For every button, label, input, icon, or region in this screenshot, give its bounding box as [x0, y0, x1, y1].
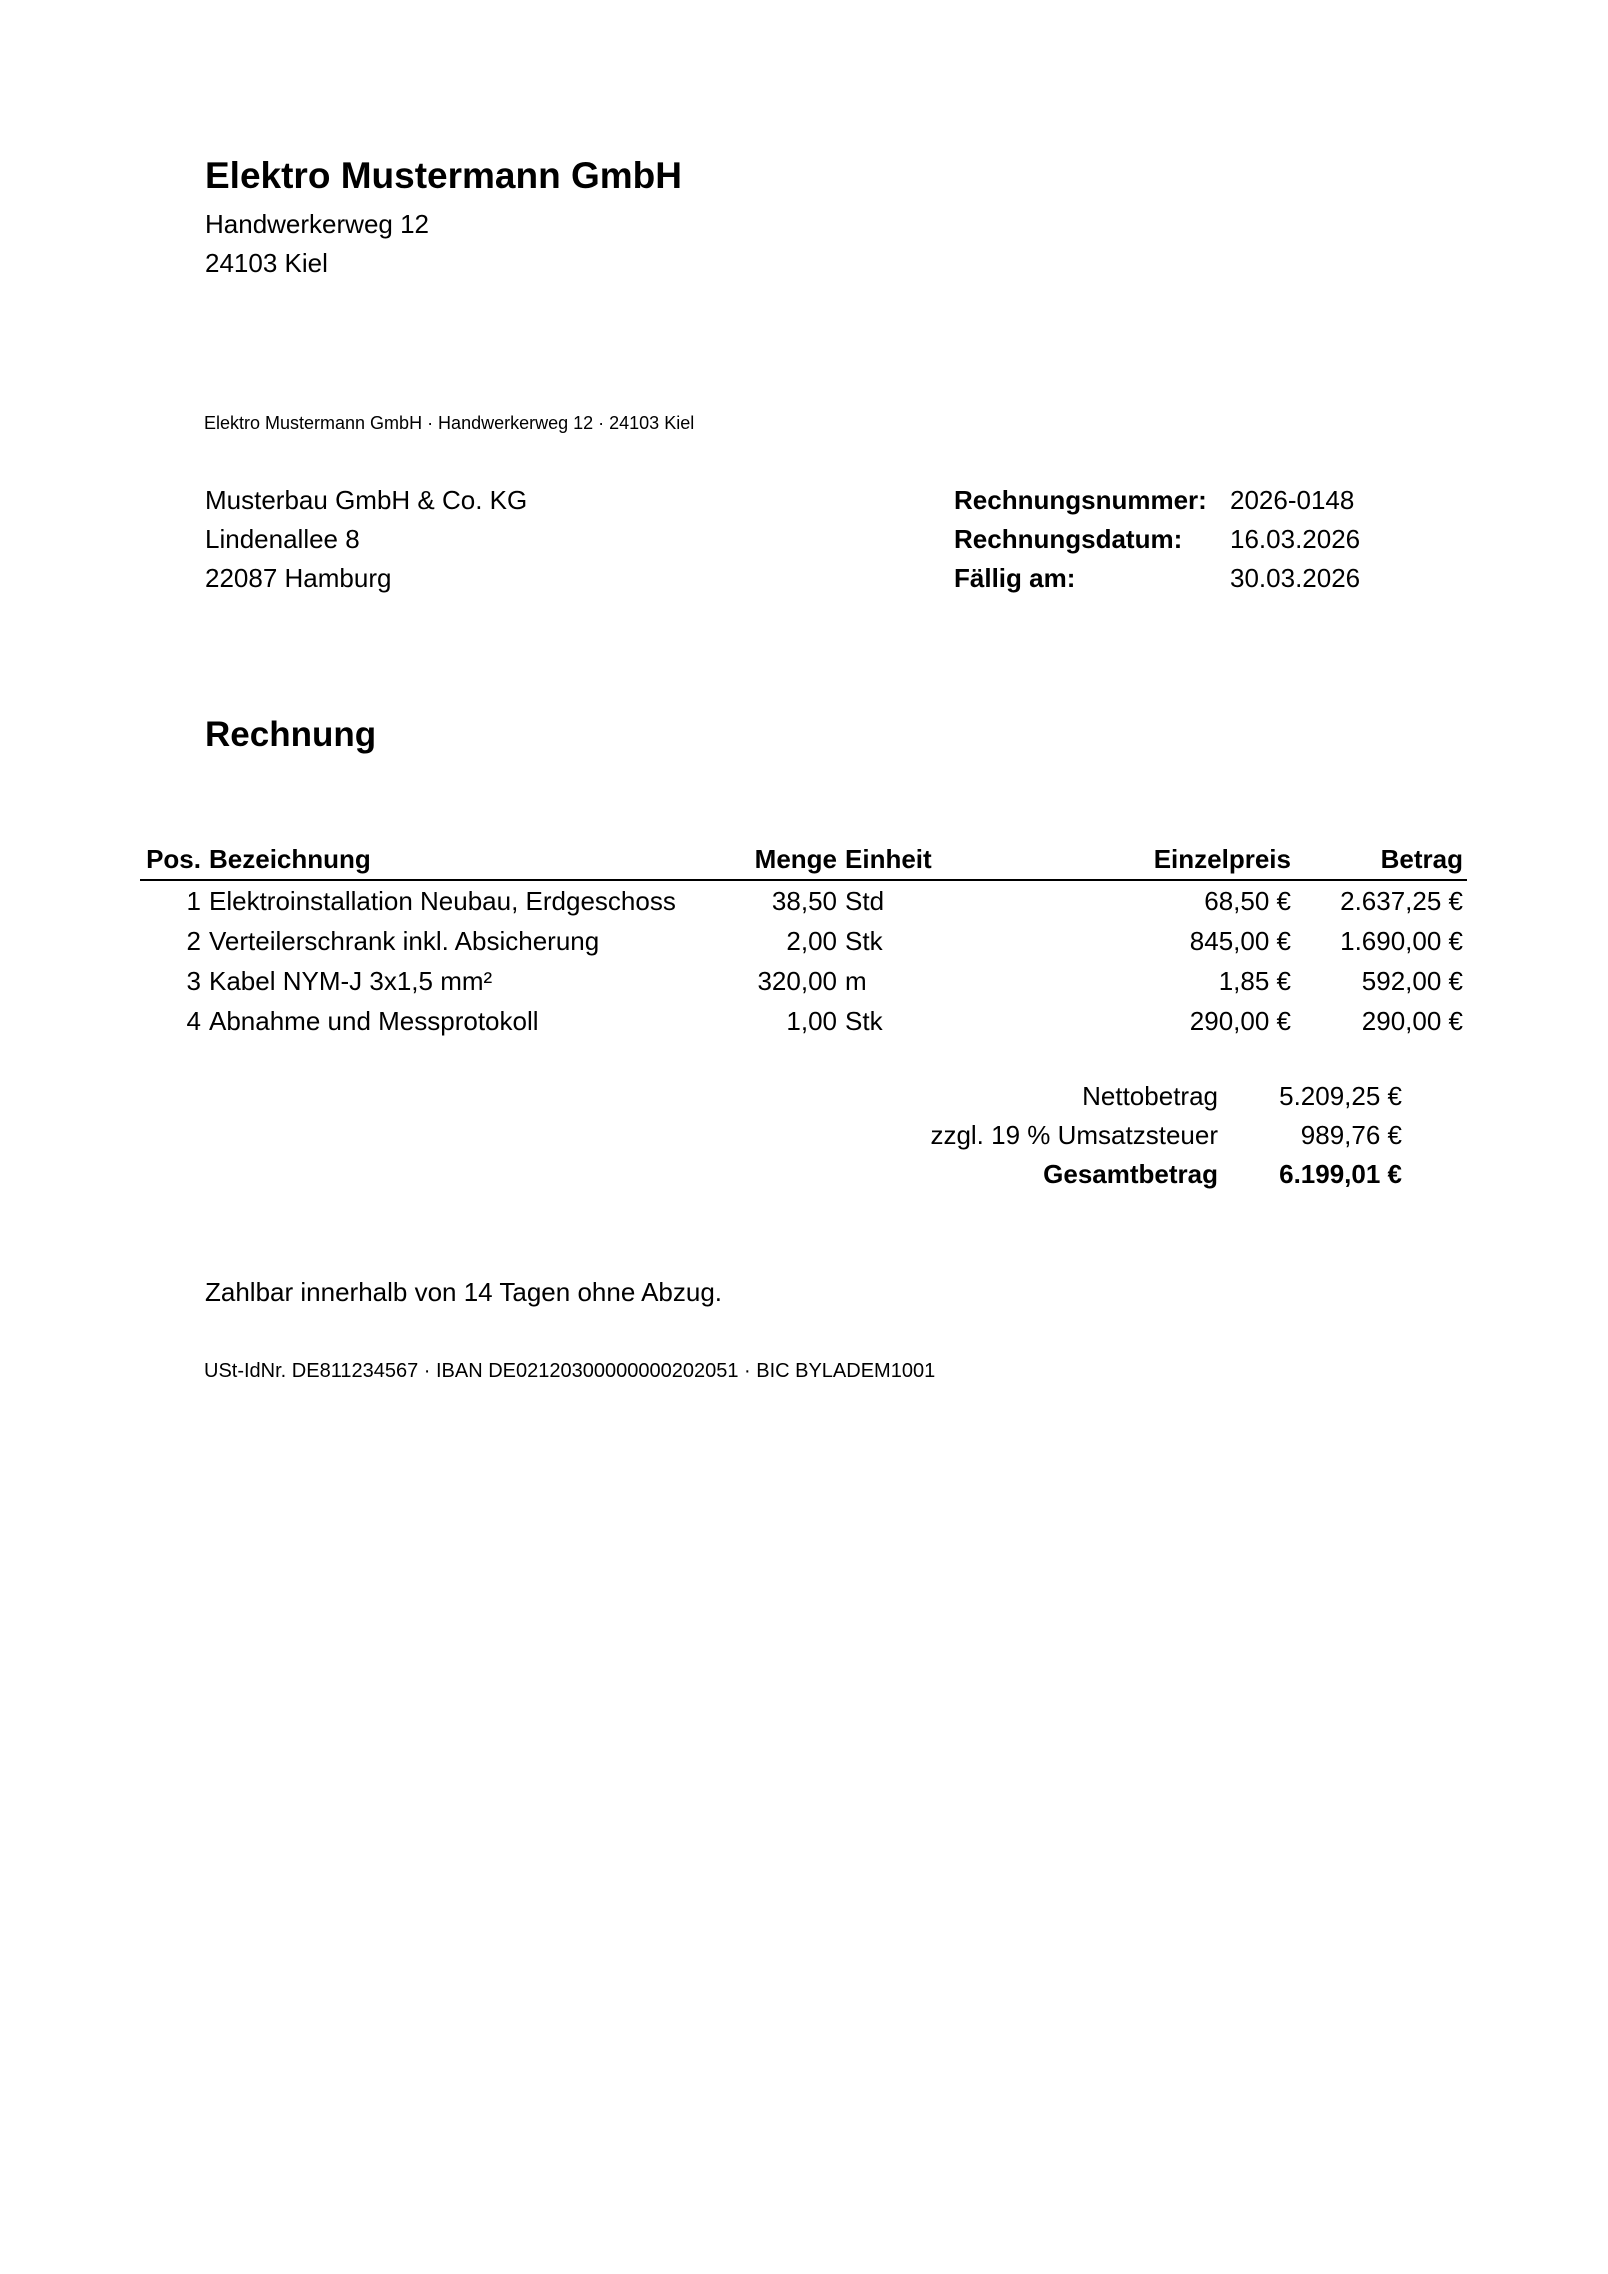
row-quantity: 2,00 — [786, 926, 837, 956]
gross-amount-value: 6.199,01 € — [1279, 1159, 1402, 1189]
row-unit-price: 290,00 € — [1189, 1006, 1291, 1036]
row-quantity: 38,50 — [771, 886, 837, 916]
header-unit-price: Einzelpreis — [1153, 844, 1291, 874]
row-pos: 4 — [186, 1006, 201, 1036]
row-amount: 592,00 € — [1361, 966, 1463, 996]
header-unit: Einheit — [845, 844, 932, 874]
due-date-value: 30.03.2026 — [1230, 563, 1361, 593]
row-description: Kabel NYM-J 3x1,5 mm² — [209, 966, 493, 996]
recipient-street: Lindenallee 8 — [205, 524, 360, 554]
header-quantity: Menge — [754, 844, 837, 874]
header-pos: Pos. — [146, 844, 201, 874]
bank-tax-footer: USt-IdNr. DE811234567 · IBAN DE02120300000000202051 · BIC BYLADEM1001 — [204, 1360, 936, 1382]
invoice-date-value: 16.03.2026 — [1230, 524, 1361, 554]
table-row — [140, 1001, 1467, 1041]
sender-company-name: Elektro Mustermann GmbH — [205, 155, 682, 196]
row-amount: 290,00 € — [1361, 1006, 1463, 1036]
net-amount-value: 5.209,25 € — [1279, 1081, 1402, 1111]
recipient-name: Musterbau GmbH & Co. KG — [205, 485, 528, 515]
vat-label: zzgl. 19 % Umsatzsteuer — [930, 1120, 1218, 1150]
invoice-number-label: Rechnungsnummer: — [954, 485, 1207, 515]
vat-value: 989,76 € — [1300, 1120, 1402, 1150]
row-amount: 2.637,25 € — [1340, 886, 1463, 916]
row-pos: 1 — [186, 886, 201, 916]
row-unit: m — [845, 966, 867, 996]
recipient-city: 22087 Hamburg — [205, 563, 392, 593]
row-pos: 2 — [186, 926, 201, 956]
row-description: Elektroinstallation Neubau, Erdgeschoss — [209, 886, 676, 916]
document-title: Rechnung — [205, 715, 377, 754]
row-unit: Stk — [845, 1006, 883, 1036]
invoice-date-label: Rechnungsdatum: — [954, 524, 1183, 554]
return-address-line: Elektro Mustermann GmbH · Handwerkerweg 12 · 24103 Kiel — [204, 413, 695, 433]
table-row — [140, 921, 1467, 961]
gross-amount-label: Gesamtbetrag — [1043, 1159, 1218, 1189]
row-unit-price: 1,85 € — [1218, 966, 1291, 996]
invoice-number-value: 2026-0148 — [1230, 485, 1355, 515]
row-quantity: 1,00 — [786, 1006, 837, 1036]
net-amount-label: Nettobetrag — [1082, 1081, 1218, 1111]
row-description: Abnahme und Messprotokoll — [209, 1006, 539, 1036]
payment-terms: Zahlbar innerhalb von 14 Tagen ohne Abzug. — [205, 1277, 723, 1307]
row-unit-price: 68,50 € — [1204, 886, 1291, 916]
row-unit: Stk — [845, 926, 883, 956]
row-unit-price: 845,00 € — [1189, 926, 1291, 956]
row-quantity: 320,00 — [757, 966, 837, 996]
row-pos: 3 — [186, 966, 201, 996]
table-header-row — [140, 839, 1467, 880]
due-date-label: Fällig am: — [954, 563, 1076, 593]
header-amount: Betrag — [1380, 844, 1463, 874]
table-row — [140, 961, 1467, 1001]
header-description: Bezeichnung — [209, 844, 371, 874]
row-description: Verteilerschrank inkl. Absicherung — [209, 926, 600, 956]
row-amount: 1.690,00 € — [1340, 926, 1463, 956]
line-items-table — [140, 839, 1467, 1041]
row-unit: Std — [845, 886, 885, 916]
sender-street: Handwerkerweg 12 — [205, 209, 430, 239]
table-row — [140, 880, 1467, 921]
sender-city: 24103 Kiel — [205, 248, 328, 278]
